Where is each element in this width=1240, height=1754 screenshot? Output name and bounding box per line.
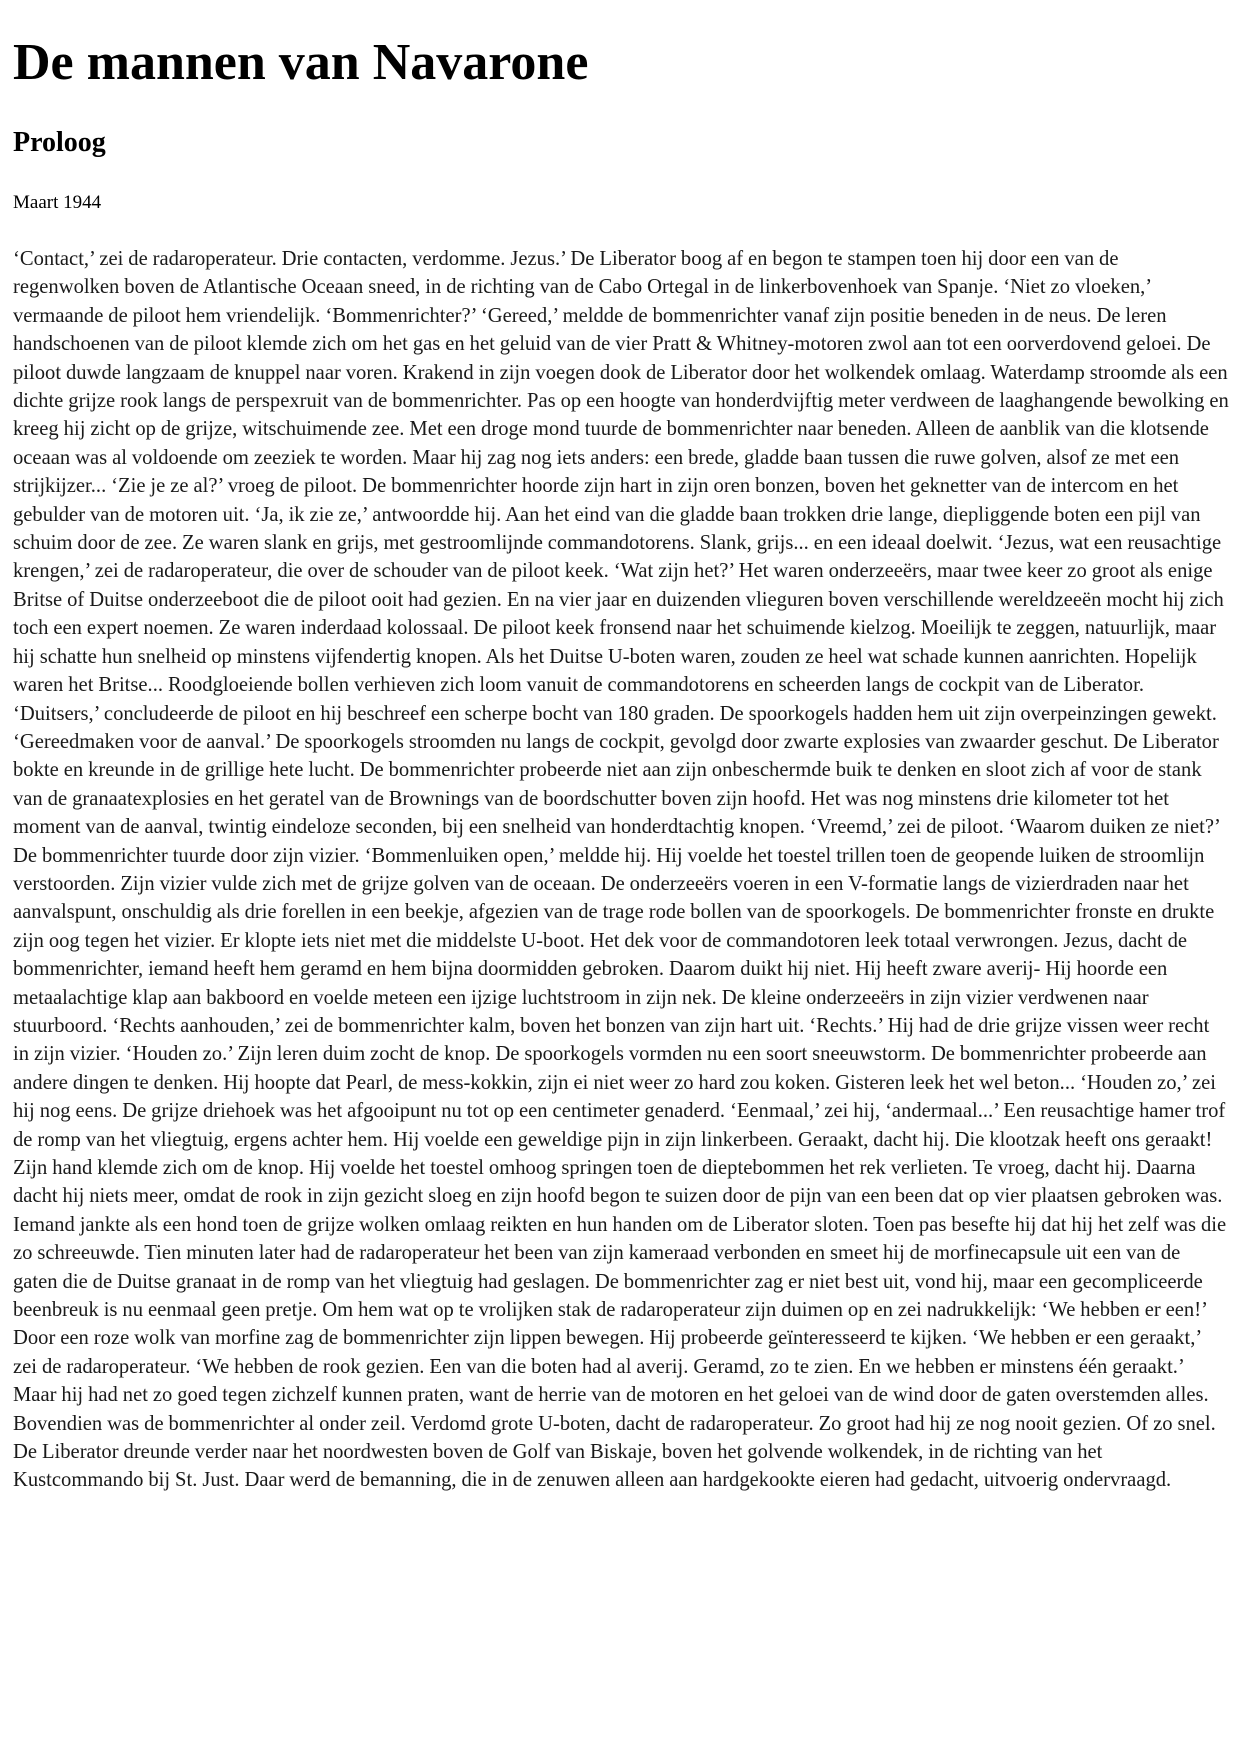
body-paragraph: ‘Contact,’ zei de radaroperateur. Drie contacten, verdomme. Jezus.’ De Liberator boog af en begon te stampen toen hij door een van de regenwolken boven de Atlantische Oceaan sneed, in de richting van de Cabo Ortegal in de linkerbovenhoek van Spanje. ‘Niet zo vloeken,’ vermaande de piloot hem vriendelijk. ‘Bommenrichter?’ ‘Gereed,’ meldde de bommenrichter vanaf zijn positie beneden in de neus. De leren handschoenen van de piloot klemde zich om het gas en het geluid van de vier Pratt & Whitney-motoren zwol aan tot een oorverdovend geloei. De piloot duwde langzaam de knuppel naar voren. Krakend in zijn voegen dook de Liberator door het wolkendek omlaag. Waterdamp stroomde als een dichte grijze rook langs de perspexruit van de bommenrichter. Pas op een hoogte van honderdvijftig meter verdween de laaghangende bewolking en kreeg hij zicht op de grijze, witschuimende zee. Met een droge mond tuurde de bommenrichter naar beneden. Alleen de aanblik van die klotsende oceaan was al voldoende om zeeziek te worden. Maar hij zag nog iets anders: een brede, gladde baan tussen die ruwe golven, alsof ze met een strijkijzer... ‘Zie je ze al?’ vroeg de piloot. De bommenrichter hoorde zijn hart in zijn oren bonzen, boven het geknetter van de intercom en het gebulder van de motoren uit. ‘Ja, ik zie ze,’ antwoordde hij. Aan het eind van die gladde baan trokken drie lange, diepliggende boten een pijl van schuim door de zee. Ze waren slank en grijs, met gestroomlijnde commandotorens. Slank, grijs... en een ideaal doelwit. ‘Jezus, wat een reusachtige krengen,’ zei de radaroperateur, die over de schouder van de piloot keek. ‘Wat zijn het?’ Het waren onderzeeërs, maar twee keer zo groot als enige Britse of Duitse onderzeeboot die de piloot ooit had gezien. En na vier jaar en duizenden vlieguren boven verschillende wereldzeeën mocht hij zich toch een expert noemen. Ze waren inderdaad kolossaal. De piloot keek fronsend naar het schuimende kielzog. Moeilijk te zeggen, natuurlijk, maar hij schatte hun snelheid op minstens vijfendertig knopen. Als het Duitse U-boten waren, zouden ze heel wat schade kunnen aanrichten. Hopelijk waren het Britse... Roodgloeiende bollen verhieven zich loom vanuit de commandotorens en scheerden langs de cockpit van de Liberator. ‘Duitsers,’ concludeerde de piloot en hij beschreef een scherpe bocht van 180 graden. De spoorkogels hadden hem uit zijn overpeinzingen gewekt. ‘Gereedmaken voor de aanval.’ De spoorkogels stroomden nu langs de cockpit, gevolgd door zwarte explosies van zwaarder geschut. De Liberator bokte en kreunde in de grillige hete lucht. De bommenrichter probeerde niet aan zijn onbeschermde buik te denken en sloot zich af voor de stank van de granaatexplosies en het geratel van de Brownings van de boordschutter boven zijn hoofd. Het was nog minstens drie kilometer tot het moment van de aanval, twintig eindeloze seconden, bij een snelheid van honderdtachtig knopen. ‘Vreemd,’ zei de piloot. ‘Waarom duiken ze niet?’ De bommenrichter tuurde door zijn vizier. ‘Bommenluiken open,’ meldde hij. Hij voelde het toestel trillen toen de geopende luiken de stroomlijn verstoorden. Zijn vizier vulde zich met de grijze golven van de oceaan. De onderzeeërs voeren in een V-formatie langs de vizierdraden naar het aanvalspunt, onschuldig als drie forellen in een beekje, afgezien van de trage rode bollen van de spoorkogels. De bommenrichter fronste en drukte zijn oog tegen het vizier. Er klopte iets niet met die middelste U-boot. Het dek voor de commandotoren leek totaal verwrongen. Jezus, dacht de bommenrichter, iemand heeft hem geramd en hem bijna doormidden gebroken. Daarom duikt hij niet. Hij heeft zware averij- Hij hoorde een metaalachtige klap aan bakboord en voelde meteen een ijzige luchtstroom in zijn nek. De kleine onderzeeërs in zijn vizier verdwenen naar stuurboord. ‘Rechts aanhouden,’ zei de bommenrichter kalm, boven het bonzen van zijn hart uit. ‘Rechts.’ Hij had de drie grijze vissen weer recht in zijn vizier. ‘Houden zo.’ Zijn leren duim zocht de knop. De spoorkogels vormden nu een soort sneeuwstorm. De bommenrichter probeerde aan andere dingen te denken. Hij hoopte dat Pearl, de mess-kokkin, zijn ei niet weer zo hard zou koken. Gisteren leek het wel beton... ‘Houden zo,’ zei hij nog eens. De grijze driehoek was het afgooipunt nu tot op een centimeter genaderd. ‘Eenmaal,’ zei hij, ‘andermaal...’ Een reusachtige hamer trof de romp van het vliegtuig, ergens achter hem. Hij voelde een geweldige pijn in zijn linkerbeen. Geraakt, dacht hij. Die klootzak heeft ons geraakt! Zijn hand klemde zich om de knop. Hij voelde het toestel omhoog springen toen de dieptebommen het rek verlieten. Te vroeg, dacht hij. Daarna dacht hij niets meer, omdat de rook in zijn gezicht sloeg en zijn hoofd begon te suizen door de pijn van een been dat op vier plaatsen gebroken was. Iemand jankte als een hond toen de grijze wolken omlaag reikten en hun handen om de Liberator sloten. Toen pas besefte hij dat hij het zelf was die zo schreeuwde. Tien minuten later had de radaroperateur het been van zijn kameraad verbonden en smeet hij de morfinecapsule uit een van de gaten die de Duitse granaat in de romp van het vliegtuig had geslagen. De bommenrichter zag er niet best uit, vond hij, maar een gecompliceerde beenbreuk is nu eenmaal geen pretje. Om hem wat op te vrolijken stak de radaroperateur zijn duimen op en zei nadrukkelijk: ‘We hebben er een!’ Door een roze wolk van morfine zag de bommenrichter zijn lippen bewegen. Hij probeerde geïnteresseerd te kijken. ‘We hebben er een geraakt,’ zei de radaroperateur. ‘We hebben de rook gezien. Een van die boten had al averij. Geramd, zo te zien. En we hebben er minstens één geraakt.’ Maar hij had net zo goed tegen zichzelf kunnen praten, want de herrie van de motoren en het geloei van de wind door de gaten overstemden alles. Bovendien was de bommenrichter al onder zeil. Verdomd grote U-boten, dacht de radaroperateur. Zo groot had hij ze nog nooit gezien. Of zo snel. De Liberator dreunde verder naar het noordwesten boven de Golf van Biskaje, boven het golvende wolkendek, in de richting van het Kustcommando bij St. Just. Daar werd de bemanning, die in de zenuwen alleen aan hardgekookte eieren had gedacht, uitvoerig ondervraagd. [13,248,1229,1492]
document-page [13,0,1229,1492]
chapter-title: Proloog [13,127,106,158]
date-line: Maart 1944 [13,192,102,213]
document-title: De mannen van Navarone [13,34,589,91]
